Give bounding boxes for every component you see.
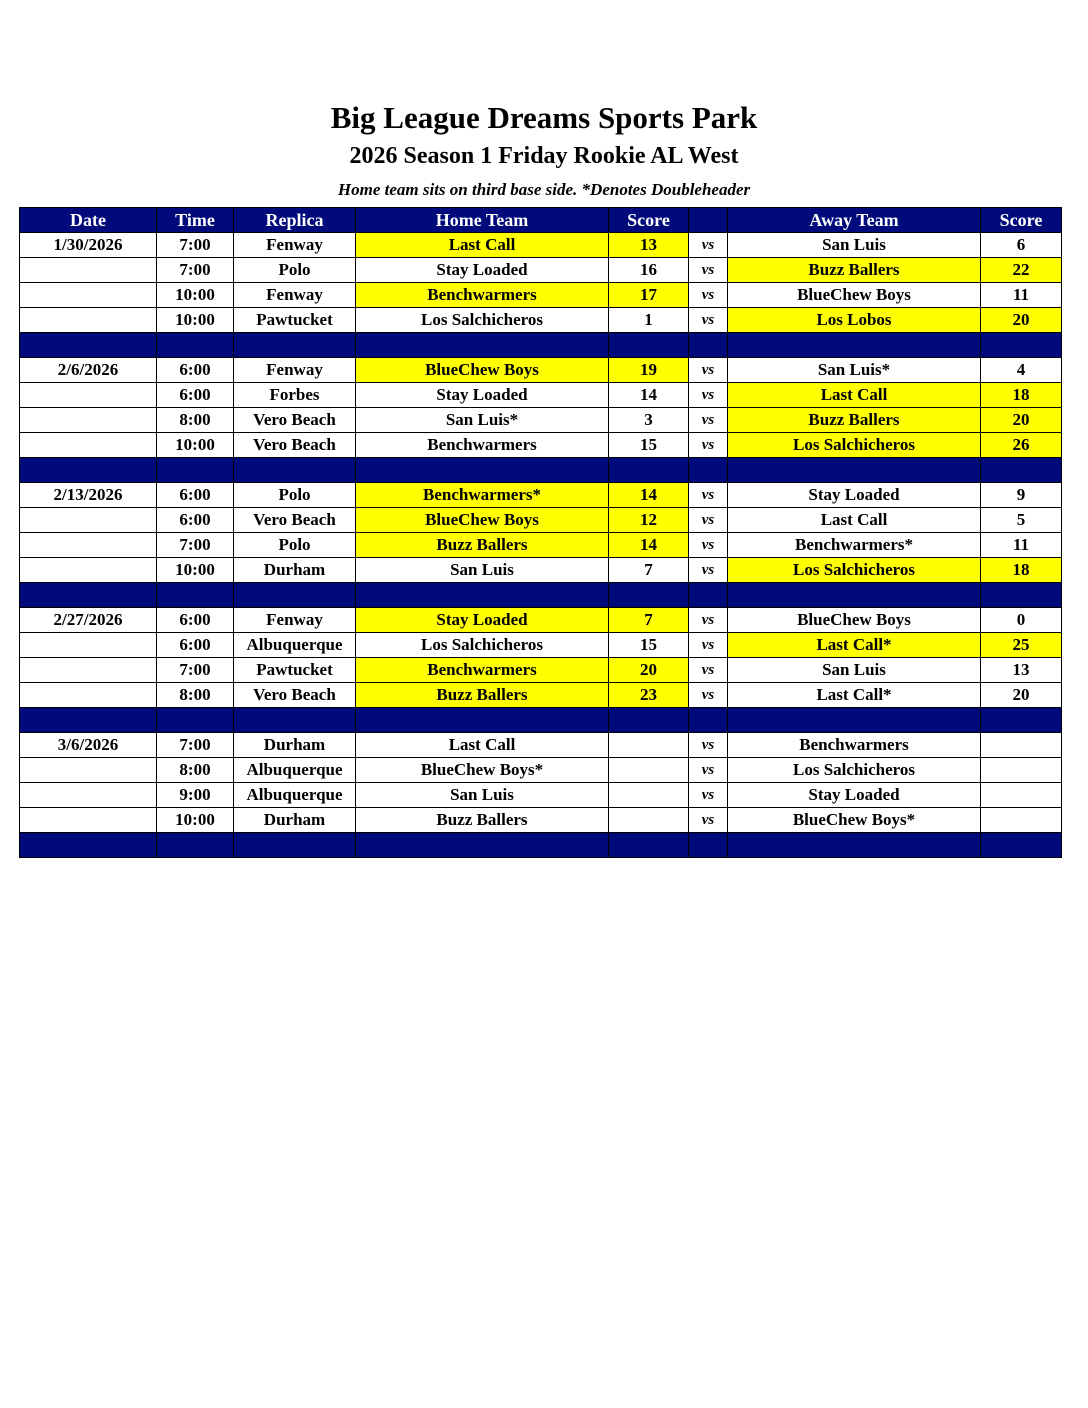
away-team: Last Call	[728, 383, 981, 408]
home-team: Benchwarmers*	[356, 483, 609, 508]
home-team: Buzz Ballers	[356, 683, 609, 708]
schedule-note: Home team sits on third base side. *Denotes Doubleheader	[337, 180, 751, 199]
separator-cell	[234, 458, 356, 483]
game-date	[20, 758, 157, 783]
away-team: San Luis*	[728, 358, 981, 383]
game-row	[20, 283, 1062, 308]
separator-cell	[157, 833, 234, 858]
home-team: Benchwarmers	[356, 433, 609, 458]
game-replica: Vero Beach	[234, 408, 356, 433]
separator-cell	[157, 333, 234, 358]
game-row	[20, 658, 1062, 683]
home-score: 13	[609, 233, 689, 258]
separator-cell	[356, 333, 609, 358]
game-date	[20, 633, 157, 658]
home-score: 15	[609, 633, 689, 658]
game-row	[20, 483, 1062, 508]
vs-label: vs	[689, 683, 728, 708]
away-score: 11	[981, 283, 1062, 308]
game-replica: Vero Beach	[234, 683, 356, 708]
header-vs	[689, 208, 728, 233]
separator-cell	[234, 583, 356, 608]
game-date	[20, 533, 157, 558]
game-time: 7:00	[157, 258, 234, 283]
home-team: Benchwarmers	[356, 283, 609, 308]
game-replica: Durham	[234, 733, 356, 758]
game-date	[20, 383, 157, 408]
separator-cell	[981, 708, 1062, 733]
game-date	[20, 558, 157, 583]
separator-cell	[20, 833, 157, 858]
game-replica: Fenway	[234, 233, 356, 258]
game-time: 10:00	[157, 283, 234, 308]
game-row	[20, 358, 1062, 383]
game-date	[20, 658, 157, 683]
home-team: San Luis	[356, 783, 609, 808]
separator-cell	[609, 583, 689, 608]
page-subtitle: 2026 Season 1 Friday Rookie AL West	[349, 143, 739, 169]
away-team: Buzz Ballers	[728, 258, 981, 283]
game-replica: Polo	[234, 483, 356, 508]
away-team: Los Salchicheros	[728, 433, 981, 458]
schedule-body	[20, 233, 1062, 858]
home-score: 1	[609, 308, 689, 333]
separator-cell	[234, 708, 356, 733]
away-score: 4	[981, 358, 1062, 383]
away-score: 5	[981, 508, 1062, 533]
game-time: 6:00	[157, 483, 234, 508]
away-score: 6	[981, 233, 1062, 258]
away-team: Stay Loaded	[728, 483, 981, 508]
game-row	[20, 383, 1062, 408]
header-home-team: Home Team	[356, 208, 609, 233]
game-date	[20, 783, 157, 808]
home-score: 15	[609, 433, 689, 458]
away-team: Los Salchicheros	[728, 758, 981, 783]
away-score: 9	[981, 483, 1062, 508]
vs-label: vs	[689, 758, 728, 783]
game-date	[20, 508, 157, 533]
away-team: San Luis	[728, 658, 981, 683]
away-team: Last Call	[728, 508, 981, 533]
game-row	[20, 508, 1062, 533]
game-replica: Albuquerque	[234, 633, 356, 658]
game-time: 6:00	[157, 358, 234, 383]
game-time: 7:00	[157, 658, 234, 683]
game-time: 10:00	[157, 308, 234, 333]
away-score	[981, 758, 1062, 783]
separator-cell	[609, 458, 689, 483]
away-score: 20	[981, 408, 1062, 433]
separator-cell	[356, 708, 609, 733]
game-replica: Polo	[234, 533, 356, 558]
game-row	[20, 408, 1062, 433]
separator-cell	[728, 833, 981, 858]
game-date	[20, 283, 157, 308]
game-date	[20, 408, 157, 433]
away-team: San Luis	[728, 233, 981, 258]
header-row	[20, 208, 1062, 233]
vs-label: vs	[689, 358, 728, 383]
header-away-score: Score	[981, 208, 1062, 233]
home-score: 3	[609, 408, 689, 433]
away-score: 22	[981, 258, 1062, 283]
vs-label: vs	[689, 533, 728, 558]
home-team: Los Salchicheros	[356, 308, 609, 333]
separator-cell	[356, 583, 609, 608]
game-row	[20, 533, 1062, 558]
game-replica: Fenway	[234, 283, 356, 308]
week-separator-row	[20, 458, 1062, 483]
separator-cell	[981, 833, 1062, 858]
separator-cell	[157, 583, 234, 608]
separator-cell	[728, 583, 981, 608]
page-title: Big League Dreams Sports Park	[330, 100, 758, 135]
home-team: Benchwarmers	[356, 658, 609, 683]
vs-label: vs	[689, 783, 728, 808]
home-score: 14	[609, 483, 689, 508]
separator-cell	[689, 833, 728, 858]
game-replica: Vero Beach	[234, 508, 356, 533]
home-score	[609, 758, 689, 783]
home-score: 17	[609, 283, 689, 308]
separator-cell	[689, 583, 728, 608]
game-time: 7:00	[157, 733, 234, 758]
week-separator-row	[20, 583, 1062, 608]
header-home-score: Score	[609, 208, 689, 233]
separator-cell	[981, 333, 1062, 358]
header-replica: Replica	[234, 208, 356, 233]
home-score: 7	[609, 558, 689, 583]
game-time: 8:00	[157, 408, 234, 433]
separator-cell	[157, 458, 234, 483]
separator-cell	[609, 708, 689, 733]
game-row	[20, 608, 1062, 633]
game-date: 3/6/2026	[20, 733, 157, 758]
away-team: BlueChew Boys*	[728, 808, 981, 833]
game-time: 8:00	[157, 683, 234, 708]
separator-cell	[981, 583, 1062, 608]
away-team: Los Salchicheros	[728, 558, 981, 583]
separator-cell	[20, 583, 157, 608]
game-time: 6:00	[157, 608, 234, 633]
game-row	[20, 433, 1062, 458]
separator-cell	[689, 458, 728, 483]
away-score: 0	[981, 608, 1062, 633]
game-date: 2/13/2026	[20, 483, 157, 508]
separator-cell	[609, 833, 689, 858]
game-date	[20, 683, 157, 708]
game-row	[20, 558, 1062, 583]
home-score	[609, 783, 689, 808]
home-team: San Luis	[356, 558, 609, 583]
home-team: Stay Loaded	[356, 258, 609, 283]
away-team: Last Call*	[728, 633, 981, 658]
away-score: 13	[981, 658, 1062, 683]
vs-label: vs	[689, 483, 728, 508]
away-team: Stay Loaded	[728, 783, 981, 808]
home-score: 14	[609, 383, 689, 408]
game-replica: Durham	[234, 808, 356, 833]
home-score	[609, 808, 689, 833]
game-row	[20, 808, 1062, 833]
separator-cell	[981, 458, 1062, 483]
separator-cell	[356, 833, 609, 858]
away-score: 11	[981, 533, 1062, 558]
separator-cell	[20, 458, 157, 483]
home-score: 20	[609, 658, 689, 683]
game-date: 2/27/2026	[20, 608, 157, 633]
game-row	[20, 233, 1062, 258]
game-time: 6:00	[157, 633, 234, 658]
game-replica: Albuquerque	[234, 758, 356, 783]
home-score: 19	[609, 358, 689, 383]
away-team: Benchwarmers*	[728, 533, 981, 558]
vs-label: vs	[689, 283, 728, 308]
separator-cell	[356, 458, 609, 483]
separator-cell	[689, 708, 728, 733]
game-replica: Pawtucket	[234, 308, 356, 333]
game-replica: Fenway	[234, 358, 356, 383]
separator-cell	[728, 708, 981, 733]
separator-cell	[728, 333, 981, 358]
home-team: Last Call	[356, 733, 609, 758]
game-time: 10:00	[157, 808, 234, 833]
away-score: 20	[981, 308, 1062, 333]
away-team: BlueChew Boys	[728, 283, 981, 308]
home-score: 16	[609, 258, 689, 283]
home-score: 12	[609, 508, 689, 533]
game-time: 7:00	[157, 533, 234, 558]
away-team: Buzz Ballers	[728, 408, 981, 433]
vs-label: vs	[689, 433, 728, 458]
game-time: 9:00	[157, 783, 234, 808]
away-score	[981, 783, 1062, 808]
separator-cell	[157, 708, 234, 733]
game-replica: Forbes	[234, 383, 356, 408]
away-score: 25	[981, 633, 1062, 658]
game-time: 10:00	[157, 433, 234, 458]
game-replica: Pawtucket	[234, 658, 356, 683]
game-row	[20, 308, 1062, 333]
vs-label: vs	[689, 408, 728, 433]
separator-cell	[689, 333, 728, 358]
game-time: 7:00	[157, 233, 234, 258]
game-date	[20, 433, 157, 458]
away-team: Benchwarmers	[728, 733, 981, 758]
separator-cell	[728, 458, 981, 483]
away-score: 26	[981, 433, 1062, 458]
home-team: BlueChew Boys	[356, 358, 609, 383]
vs-label: vs	[689, 258, 728, 283]
home-score: 14	[609, 533, 689, 558]
home-team: Buzz Ballers	[356, 808, 609, 833]
game-row	[20, 758, 1062, 783]
home-team: Last Call	[356, 233, 609, 258]
away-score: 18	[981, 383, 1062, 408]
game-replica: Fenway	[234, 608, 356, 633]
header-time: Time	[157, 208, 234, 233]
home-team: Buzz Ballers	[356, 533, 609, 558]
game-date	[20, 258, 157, 283]
away-team: Last Call*	[728, 683, 981, 708]
game-row	[20, 783, 1062, 808]
separator-cell	[234, 333, 356, 358]
game-replica: Vero Beach	[234, 433, 356, 458]
home-team: San Luis*	[356, 408, 609, 433]
game-date: 2/6/2026	[20, 358, 157, 383]
away-team: BlueChew Boys	[728, 608, 981, 633]
away-score: 20	[981, 683, 1062, 708]
game-date	[20, 308, 157, 333]
schedule-table	[19, 207, 1062, 858]
vs-label: vs	[689, 733, 728, 758]
game-replica: Polo	[234, 258, 356, 283]
game-time: 6:00	[157, 383, 234, 408]
separator-cell	[234, 833, 356, 858]
game-replica: Durham	[234, 558, 356, 583]
game-row	[20, 683, 1062, 708]
vs-label: vs	[689, 633, 728, 658]
week-separator-row	[20, 708, 1062, 733]
vs-label: vs	[689, 808, 728, 833]
home-team: BlueChew Boys*	[356, 758, 609, 783]
home-score	[609, 733, 689, 758]
vs-label: vs	[689, 658, 728, 683]
away-score	[981, 733, 1062, 758]
away-score: 18	[981, 558, 1062, 583]
home-team: Los Salchicheros	[356, 633, 609, 658]
vs-label: vs	[689, 233, 728, 258]
away-team: Los Lobos	[728, 308, 981, 333]
home-score: 7	[609, 608, 689, 633]
game-time: 10:00	[157, 558, 234, 583]
week-separator-row	[20, 833, 1062, 858]
vs-label: vs	[689, 308, 728, 333]
home-score: 23	[609, 683, 689, 708]
home-team: Stay Loaded	[356, 383, 609, 408]
home-team: BlueChew Boys	[356, 508, 609, 533]
game-row	[20, 258, 1062, 283]
game-replica: Albuquerque	[234, 783, 356, 808]
header-date: Date	[20, 208, 157, 233]
vs-label: vs	[689, 608, 728, 633]
game-time: 6:00	[157, 508, 234, 533]
header-away-team: Away Team	[728, 208, 981, 233]
game-row	[20, 633, 1062, 658]
vs-label: vs	[689, 383, 728, 408]
separator-cell	[609, 333, 689, 358]
away-score	[981, 808, 1062, 833]
game-date	[20, 808, 157, 833]
game-date: 1/30/2026	[20, 233, 157, 258]
game-row	[20, 733, 1062, 758]
week-separator-row	[20, 333, 1062, 358]
home-team: Stay Loaded	[356, 608, 609, 633]
vs-label: vs	[689, 558, 728, 583]
separator-cell	[20, 708, 157, 733]
separator-cell	[20, 333, 157, 358]
vs-label: vs	[689, 508, 728, 533]
game-time: 8:00	[157, 758, 234, 783]
